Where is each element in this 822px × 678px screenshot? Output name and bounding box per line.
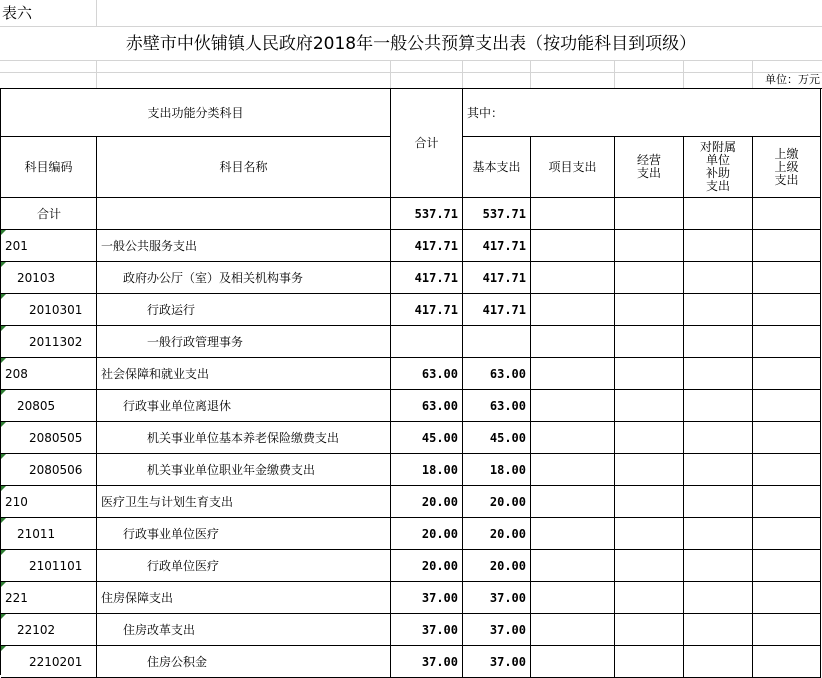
header-of-which: 其中： bbox=[463, 89, 821, 137]
cell-subsidy bbox=[684, 358, 753, 390]
cell-total: 20.00 bbox=[391, 550, 463, 582]
cell-remit bbox=[753, 614, 821, 646]
cell-remit bbox=[753, 518, 821, 550]
cell-operating bbox=[615, 390, 684, 422]
cell-remit bbox=[753, 454, 821, 486]
cell-operating bbox=[615, 646, 684, 678]
cell-remit bbox=[753, 422, 821, 454]
cell-operating bbox=[615, 582, 684, 614]
cell-code: 2101101 bbox=[1, 550, 97, 582]
header-remit: 上缴 上级 支出 bbox=[753, 137, 821, 198]
cell-name: 住房改革支出 bbox=[97, 614, 391, 646]
cell-remit bbox=[753, 294, 821, 326]
cell-total: 63.00 bbox=[391, 390, 463, 422]
text-marker-icon bbox=[1, 326, 6, 331]
text-marker-icon bbox=[1, 358, 6, 363]
cell-subsidy bbox=[684, 390, 753, 422]
cell-name: 医疗卫生与计划生育支出 bbox=[97, 486, 391, 518]
cell-operating bbox=[615, 614, 684, 646]
cell-project bbox=[531, 326, 615, 358]
cell-operating bbox=[615, 230, 684, 262]
cell-subsidy bbox=[684, 262, 753, 294]
cell-subsidy bbox=[684, 646, 753, 678]
cell-subsidy bbox=[684, 518, 753, 550]
cell-total: 20.00 bbox=[391, 486, 463, 518]
cell-code: 21011 bbox=[1, 518, 97, 550]
cell-basic bbox=[463, 326, 531, 358]
cell-code: 210 bbox=[1, 486, 97, 518]
cell-basic: 37.00 bbox=[463, 582, 531, 614]
cell-code: 221 bbox=[1, 582, 97, 614]
gridline bbox=[0, 72, 822, 73]
cell-remit bbox=[753, 326, 821, 358]
cell-total: 417.71 bbox=[391, 230, 463, 262]
cell-remit bbox=[753, 486, 821, 518]
cell-basic: 20.00 bbox=[463, 518, 531, 550]
cell-basic: 37.00 bbox=[463, 614, 531, 646]
header-code: 科目编码 bbox=[1, 137, 97, 198]
cell-name: 一般公共服务支出 bbox=[97, 230, 391, 262]
cell-project bbox=[531, 358, 615, 390]
header-project: 项目支出 bbox=[531, 137, 615, 198]
cell-subsidy bbox=[684, 614, 753, 646]
cell-remit bbox=[753, 262, 821, 294]
text-marker-icon bbox=[1, 262, 6, 267]
cell-total bbox=[391, 326, 463, 358]
cell-operating bbox=[615, 518, 684, 550]
cell-name: 行政运行 bbox=[97, 294, 391, 326]
cell-remit bbox=[753, 582, 821, 614]
cell-subsidy bbox=[684, 422, 753, 454]
cell-operating bbox=[615, 550, 684, 582]
cell-total: 18.00 bbox=[391, 454, 463, 486]
cell-basic: 537.71 bbox=[463, 198, 531, 230]
cell-subsidy bbox=[684, 582, 753, 614]
cell-total: 37.00 bbox=[391, 646, 463, 678]
cell-code: 2210201 bbox=[1, 646, 97, 678]
cell-code: 2080506 bbox=[1, 454, 97, 486]
cell-code: 22102 bbox=[1, 614, 97, 646]
cell-operating bbox=[615, 358, 684, 390]
cell-total: 537.71 bbox=[391, 198, 463, 230]
cell-subsidy bbox=[684, 230, 753, 262]
header-basic: 基本支出 bbox=[463, 137, 531, 198]
cell-project bbox=[531, 454, 615, 486]
cell-subsidy bbox=[684, 326, 753, 358]
gridline bbox=[96, 60, 97, 88]
cell-project bbox=[531, 582, 615, 614]
text-marker-icon bbox=[1, 230, 6, 235]
unit-label: 单位：万元 bbox=[765, 73, 820, 86]
cell-name: 机关事业单位职业年金缴费支出 bbox=[97, 454, 391, 486]
gridline bbox=[462, 60, 463, 88]
header-operating: 经营 支出 bbox=[615, 137, 684, 198]
cell-total: 45.00 bbox=[391, 422, 463, 454]
cell-code: 20103 bbox=[1, 262, 97, 294]
budget-table bbox=[0, 88, 822, 675]
text-marker-icon bbox=[1, 550, 6, 555]
text-marker-icon bbox=[1, 486, 6, 491]
gridline bbox=[96, 0, 97, 26]
cell-subsidy bbox=[684, 454, 753, 486]
cell-code: 2010301 bbox=[1, 294, 97, 326]
cell-code: 2080505 bbox=[1, 422, 97, 454]
header-category: 支出功能分类科目 bbox=[1, 89, 391, 137]
cell-project bbox=[531, 550, 615, 582]
cell-project bbox=[531, 614, 615, 646]
text-marker-icon bbox=[1, 454, 6, 459]
cell-subsidy bbox=[684, 294, 753, 326]
cell-basic: 20.00 bbox=[463, 486, 531, 518]
cell-name: 一般行政管理事务 bbox=[97, 326, 391, 358]
cell-operating bbox=[615, 422, 684, 454]
header-name: 科目名称 bbox=[97, 137, 391, 198]
cell-basic: 37.00 bbox=[463, 646, 531, 678]
text-marker-icon bbox=[1, 582, 6, 587]
cell-operating bbox=[615, 326, 684, 358]
cell-project bbox=[531, 262, 615, 294]
cell-total: 63.00 bbox=[391, 358, 463, 390]
cell-project bbox=[531, 422, 615, 454]
cell-name: 政府办公厅（室）及相关机构事务 bbox=[97, 262, 391, 294]
cell-basic: 417.71 bbox=[463, 294, 531, 326]
cell-subsidy bbox=[684, 486, 753, 518]
cell-project bbox=[531, 518, 615, 550]
cell-subsidy bbox=[684, 550, 753, 582]
cell-operating bbox=[615, 454, 684, 486]
text-marker-icon bbox=[1, 518, 6, 523]
cell-basic: 63.00 bbox=[463, 390, 531, 422]
cell-remit bbox=[753, 358, 821, 390]
sheet-label: 表六 bbox=[2, 4, 33, 22]
cell-total: 417.71 bbox=[391, 262, 463, 294]
gridline bbox=[530, 60, 531, 88]
cell-code: 合计 bbox=[1, 198, 97, 230]
text-marker-icon bbox=[1, 390, 6, 395]
cell-basic: 20.00 bbox=[463, 550, 531, 582]
text-marker-icon bbox=[1, 294, 6, 299]
cell-code: 2011302 bbox=[1, 326, 97, 358]
cell-code: 208 bbox=[1, 358, 97, 390]
cell-total: 417.71 bbox=[391, 294, 463, 326]
text-marker-icon bbox=[1, 646, 6, 651]
gridline bbox=[614, 60, 615, 88]
cell-basic: 417.71 bbox=[463, 262, 531, 294]
cell-name: 行政单位医疗 bbox=[97, 550, 391, 582]
cell-name bbox=[97, 198, 391, 230]
cell-code: 20805 bbox=[1, 390, 97, 422]
cell-total: 20.00 bbox=[391, 518, 463, 550]
cell-remit bbox=[753, 198, 821, 230]
cell-name: 机关事业单位基本养老保险缴费支出 bbox=[97, 422, 391, 454]
cell-remit bbox=[753, 646, 821, 678]
cell-remit bbox=[753, 230, 821, 262]
cell-project bbox=[531, 198, 615, 230]
cell-project bbox=[531, 646, 615, 678]
cell-basic: 45.00 bbox=[463, 422, 531, 454]
cell-name: 住房公积金 bbox=[97, 646, 391, 678]
cell-remit bbox=[753, 390, 821, 422]
cell-remit bbox=[753, 550, 821, 582]
cell-operating bbox=[615, 486, 684, 518]
cell-name: 行政事业单位离退休 bbox=[97, 390, 391, 422]
page-title: 赤壁市中伙铺镇人民政府2018年一般公共预算支出表（按功能科目到项级） bbox=[125, 34, 697, 54]
cell-name: 社会保障和就业支出 bbox=[97, 358, 391, 390]
header-subsidy: 对附属 单位 补助 支出 bbox=[684, 137, 753, 198]
cell-name: 住房保障支出 bbox=[97, 582, 391, 614]
cell-project bbox=[531, 294, 615, 326]
cell-name: 行政事业单位医疗 bbox=[97, 518, 391, 550]
cell-basic: 417.71 bbox=[463, 230, 531, 262]
text-marker-icon bbox=[1, 422, 6, 427]
gridline bbox=[390, 60, 391, 88]
gridline bbox=[0, 60, 822, 61]
cell-operating bbox=[615, 262, 684, 294]
cell-total: 37.00 bbox=[391, 614, 463, 646]
cell-project bbox=[531, 486, 615, 518]
cell-subsidy bbox=[684, 198, 753, 230]
cell-basic: 18.00 bbox=[463, 454, 531, 486]
cell-project bbox=[531, 390, 615, 422]
cell-operating bbox=[615, 198, 684, 230]
header-total: 合计 bbox=[391, 89, 463, 198]
gridline bbox=[0, 26, 822, 27]
cell-total: 37.00 bbox=[391, 582, 463, 614]
text-marker-icon bbox=[1, 614, 6, 619]
cell-code: 201 bbox=[1, 230, 97, 262]
cell-basic: 63.00 bbox=[463, 358, 531, 390]
cell-project bbox=[531, 230, 615, 262]
cell-operating bbox=[615, 294, 684, 326]
gridline bbox=[683, 60, 684, 88]
